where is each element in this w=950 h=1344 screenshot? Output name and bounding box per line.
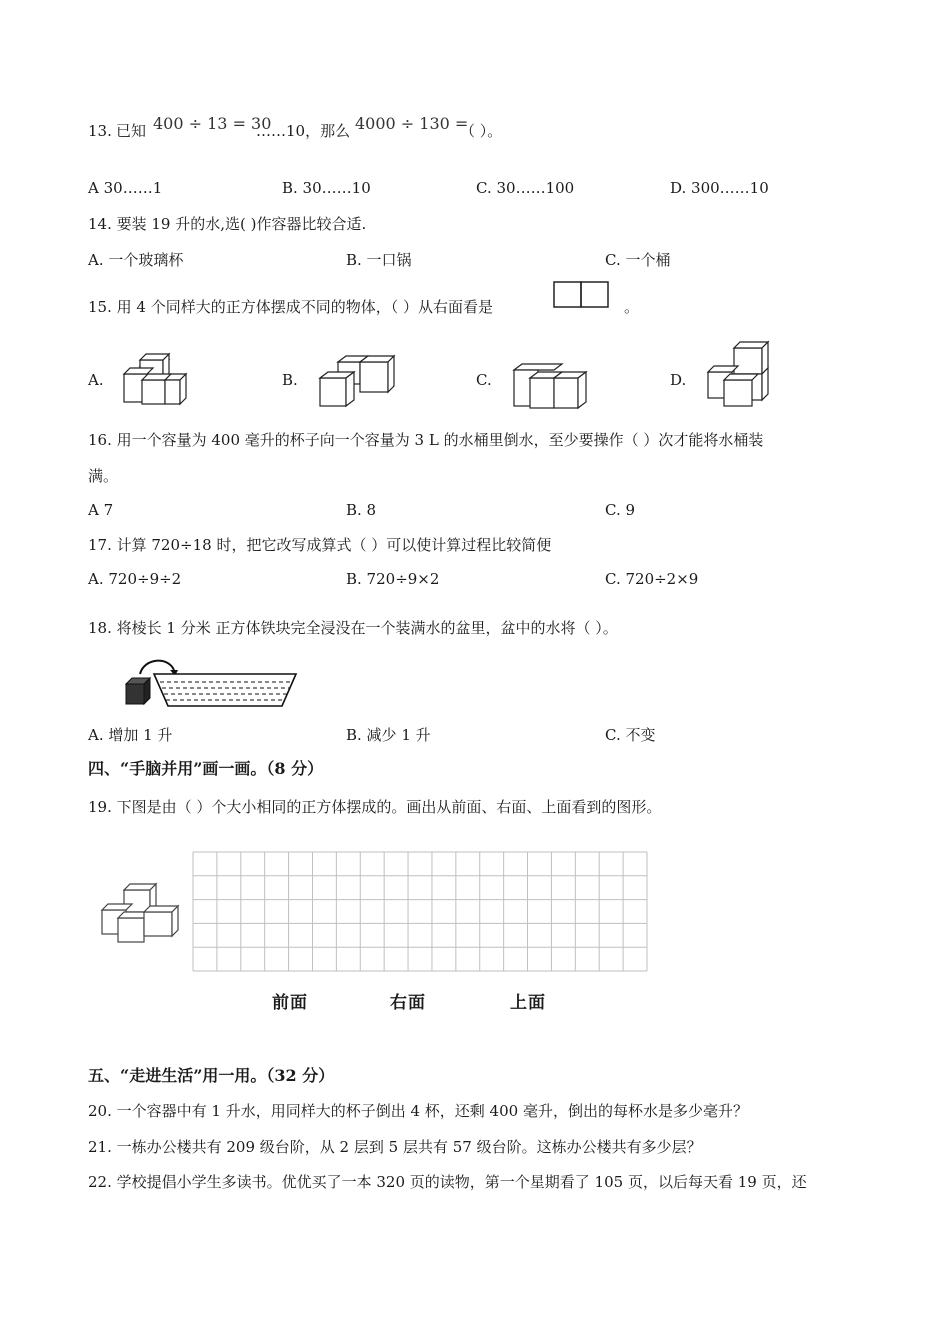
q17-option-b[interactable]: B. 720÷9×2 xyxy=(346,570,440,588)
q13-equation-1: 400 ÷ 13 = 30 xyxy=(153,114,272,133)
drawing-grid[interactable] xyxy=(192,851,648,972)
q16-option-a[interactable]: A 7 xyxy=(88,501,114,519)
q19-text: 19. 下图是由（ ）个大小相同的正方体摆成的。画出从前面、右面、上面看到的图形。 xyxy=(88,798,662,816)
q15-option-a[interactable]: A. xyxy=(88,371,104,389)
q15-option-c[interactable]: C. xyxy=(476,371,492,389)
q22-text: 22. 学校提倡小学生多读书。优优买了一本 320 页的读物，第一个星期看了 105 页，以后每天看 19 页，还 xyxy=(88,1173,807,1191)
q16-line1: 16. 用一个容量为 400 毫升的杯子向一个容量为 3 L 的水桶里倒水，至少要操作（ ）次才能将水桶装 xyxy=(88,431,764,449)
q17-option-a[interactable]: A. 720÷9÷2 xyxy=(88,570,182,588)
q18-text: 18. 将棱长 1 分米 正方体铁块完全浸没在一个装满水的盆里，盆中的水将（ ）。 xyxy=(88,619,618,637)
section-4-title: 四、“手脑并用”画一画。（8 分） xyxy=(88,759,324,778)
q17-text: 17. 计算 720÷18 时，把它改写成算式（ ）可以使计算过程比较简便 xyxy=(88,536,552,554)
q13-option-a[interactable]: A 30……1 xyxy=(88,179,163,197)
cube-into-basin-icon xyxy=(120,656,300,712)
cube-figure-a-icon xyxy=(122,354,190,410)
label-front: 前面 xyxy=(272,993,308,1013)
q21-text: 21. 一栋办公楼共有 209 级台阶，从 2 层到 5 层共有 57 级台阶。这栋办公楼共有多少层？ xyxy=(88,1138,702,1156)
q15-end: 。 xyxy=(624,298,640,316)
q20-text: 20. 一个容器中有 1 升水，用同样大的杯子倒出 4 杯，还剩 400 毫升，倒出的每杯水是多少毫升？ xyxy=(88,1102,748,1120)
q13-option-b[interactable]: B. 30……10 xyxy=(282,179,371,197)
q13-prefix: 已知 xyxy=(116,122,147,140)
two-squares-icon xyxy=(553,281,611,309)
q13-number: 13. xyxy=(88,122,112,140)
q14-option-b[interactable]: B. 一口锅 xyxy=(346,251,412,269)
q13-equation-2: 4000 ÷ 130 = xyxy=(355,114,469,133)
q13-option-d[interactable]: D. 300……10 xyxy=(670,179,769,197)
cube-figure-c-icon xyxy=(510,362,592,410)
q18-option-c[interactable]: C. 不变 xyxy=(605,726,656,744)
q17-option-c[interactable]: C. 720÷2×9 xyxy=(605,570,699,588)
q13-suffix: （ ）。 xyxy=(460,122,503,140)
q18-option-b[interactable]: B. 减少 1 升 xyxy=(346,726,431,744)
q16-option-b[interactable]: B. 8 xyxy=(346,501,377,519)
cube-figure-d-icon xyxy=(706,340,772,410)
q15-text: 15. 用 4 个同样大的正方体摆成不同的物体，（ ）从右面看是 xyxy=(88,298,493,316)
label-top: 上面 xyxy=(510,993,546,1013)
q18-option-a[interactable]: A. 增加 1 升 xyxy=(88,726,173,744)
q13-mid: ……10，那么 xyxy=(256,122,351,140)
q14-text: 14. 要装 19 升的水,选( )作容器比较合适. xyxy=(88,215,367,233)
q14-option-a[interactable]: A. 一个玻璃杯 xyxy=(88,251,184,269)
q15-option-d[interactable]: D. xyxy=(670,371,687,389)
q13-option-c[interactable]: C. 30……100 xyxy=(476,179,575,197)
cube-figure-b-icon xyxy=(318,354,398,410)
label-right: 右面 xyxy=(390,993,426,1013)
q16-option-c[interactable]: C. 9 xyxy=(605,501,636,519)
q15-option-b[interactable]: B. xyxy=(282,371,298,389)
section-5-title: 五、“走进生活”用一用。（32 分） xyxy=(88,1066,335,1085)
q14-option-c[interactable]: C. 一个桶 xyxy=(605,251,671,269)
q16-line2: 满。 xyxy=(88,467,119,485)
q19-cube-figure-icon xyxy=(100,882,184,944)
